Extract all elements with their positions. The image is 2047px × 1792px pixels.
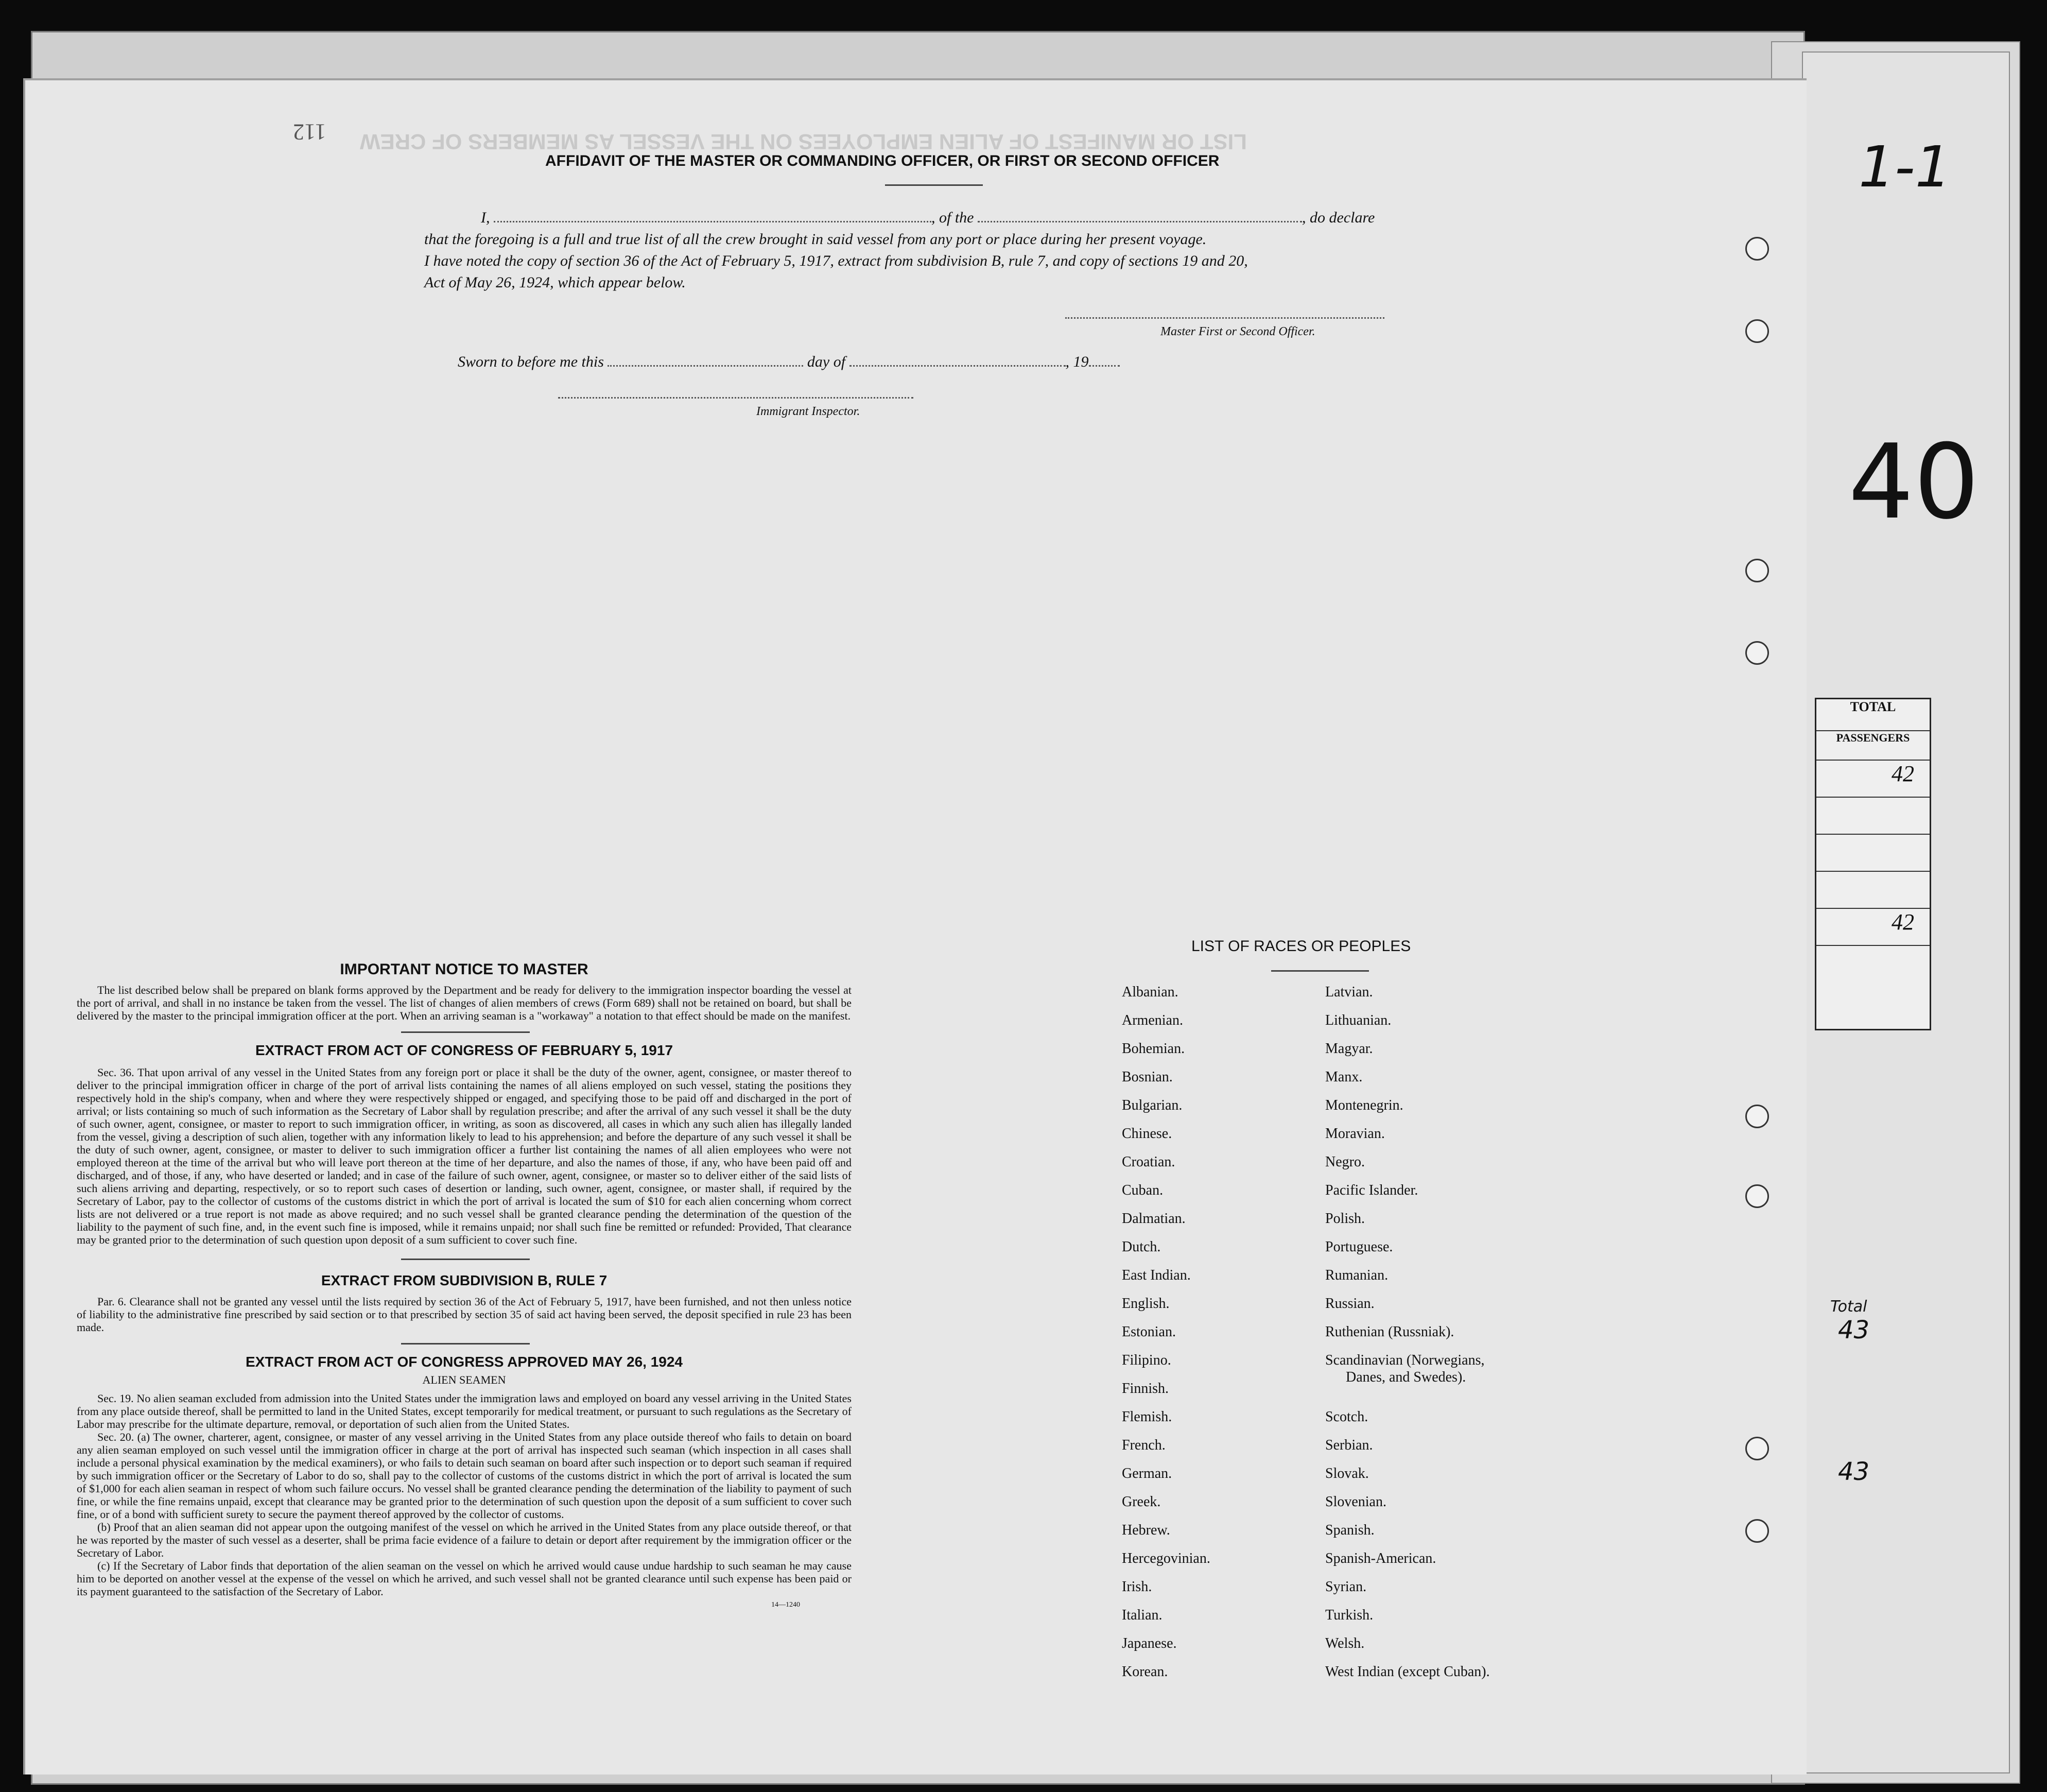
race-item: Filipino. (1122, 1352, 1171, 1368)
extract2-title: EXTRACT FROM SUBDIVISION B, RULE 7 (321, 1272, 608, 1288)
total-passengers-tab (1815, 698, 1931, 1030)
race-item: Moravian. (1325, 1126, 1385, 1142)
race-item: Armenian. (1122, 1012, 1183, 1028)
race-item: Japanese. (1122, 1635, 1177, 1651)
race-item: Rumanian. (1325, 1267, 1389, 1283)
race-item: Portuguese. (1325, 1239, 1393, 1255)
tab-row (1816, 872, 1930, 909)
race-item: Cuban. (1122, 1182, 1164, 1198)
race-item: Albanian. (1122, 984, 1178, 1000)
race-item: Irish. (1122, 1579, 1152, 1595)
sec20c-text: (c) If the Secretary of Labor finds that deportation of the alien seaman on the vessel on which he arrived would cause undue hardship to such seaman he may cause him to be deported on another vessel at the expense of the vessel on which he arrived, and such vessel shall not be granted clearance until such expense has been paid or its payment guaranteed to the satisfaction of the Secretary of Labor. (77, 1559, 852, 1598)
race-item: Ruthenian (Russniak). (1325, 1324, 1454, 1340)
sworn-day-field[interactable] (608, 365, 803, 367)
tab-value-2: 42 (1816, 909, 1930, 946)
race-item: Dalmatian. (1122, 1211, 1186, 1227)
divider (401, 1031, 530, 1033)
stamp-number: 112 (293, 119, 326, 145)
sworn-year-field[interactable] (1089, 365, 1120, 367)
handwritten-page-number: 1-1 (1859, 134, 1951, 200)
divider (885, 184, 983, 186)
tab-title (1816, 699, 1930, 731)
side-total-value-2: 43 (1838, 1457, 1870, 1486)
tab-title-line1: TOTAL (1850, 699, 1896, 714)
manifest-page (23, 78, 1807, 1774)
race-item: Chinese. (1122, 1126, 1172, 1142)
race-item: Russian. (1325, 1296, 1375, 1312)
extract3-title: EXTRACT FROM ACT OF CONGRESS APPROVED MAY 26, 1924 (246, 1354, 683, 1370)
sworn-label: Sworn to before me this (458, 353, 604, 370)
race-item: Serbian. (1325, 1437, 1373, 1453)
race-item: Welsh. (1325, 1635, 1365, 1651)
do-declare-label: , do declare (1302, 209, 1375, 226)
race-item: Slovenian. (1325, 1494, 1386, 1510)
divider (401, 1259, 530, 1260)
binder-hole (1745, 641, 1769, 665)
side-total-value-1: 43 (1838, 1316, 1870, 1345)
race-item: Spanish. (1325, 1522, 1375, 1538)
race-item: Magyar. (1325, 1041, 1373, 1057)
sec19-text: Sec. 19. No alien seaman excluded from admission into the United States under the immigration laws and employed on board any vessel arriving in the United States from any place outside thereof, shall be permitted to land in the United States, except temporarily for medical treatment, or pursuant to such regulations as the Secretary of Labor may prescribe for the ultimate departure, removal, or deportation of such alien from the United States. (77, 1392, 852, 1431)
race-item: Negro. (1325, 1154, 1365, 1170)
inspector-signature-line[interactable] (558, 397, 913, 399)
race-item: Montenegrin. (1325, 1097, 1403, 1113)
master-signature-label: Master First or Second Officer. (1160, 325, 1315, 338)
race-item: French. (1122, 1437, 1166, 1453)
race-item: East Indian. (1122, 1267, 1191, 1283)
notice-text: The list described below shall be prepared on blank forms approved by the Department and be ready for delivery to the immigration inspector boarding the vessel at the port of arrival, and shall in no instance be taken from the vessel. The list of changes of alien members of crews (Form 689) shall not be retained on board, but shall be delivered by the master to the principal immigration officer at the port. When an arriving seaman is a "workaway" a notation to that effect should be made on the manifest. (77, 984, 852, 1022)
race-item: Slovak. (1325, 1466, 1369, 1481)
binder-hole (1745, 1184, 1769, 1208)
day-of-label: day of (807, 353, 846, 370)
year-label: , 19 (1065, 353, 1089, 370)
sec20b-text: (b) Proof that an alien seaman did not appear upon the outgoing manifest of the vessel on which he arrived in the United States from any place outside thereof, or that he was reported by the master of such vessel as a deserter, shall be prima facie evidence of a failure to detain or deport after requirement by the immigration officer or the Secretary of Labor. (77, 1521, 852, 1559)
race-item: Scandinavian (Norwegians, (1325, 1352, 1485, 1368)
inspector-label: Immigrant Inspector. (756, 405, 860, 418)
affidavit-title: AFFIDAVIT OF THE MASTER OR COMMANDING OFFICER, OR FIRST OR SECOND OFFICER (545, 152, 1220, 169)
race-item: Scotch. (1325, 1409, 1368, 1425)
divider (1271, 970, 1369, 972)
tab-subtitle: PASSENGERS (1816, 731, 1930, 761)
race-item: Turkish. (1325, 1607, 1374, 1623)
race-item: Pacific Islander. (1325, 1182, 1418, 1198)
races-title: LIST OF RACES OR PEOPLES (1191, 938, 1411, 955)
race-item: Latvian. (1325, 984, 1373, 1000)
side-total-label: Total (1830, 1298, 1867, 1316)
race-item: Manx. (1325, 1069, 1363, 1085)
extract2-text: Par. 6. Clearance shall not be granted any vessel until the lists required by section 36 of the Act of February 5, 1917, have been furnished, and not then unless notice of liability to the administrative fine prescribed by said section or to that prescribed by section 35 of said act having been served, the deposit specified in rule 23 has been made. (77, 1295, 852, 1334)
races-left-column (1122, 984, 1317, 1692)
notice-title: IMPORTANT NOTICE TO MASTER (340, 961, 588, 978)
race-item: English. (1122, 1296, 1170, 1312)
binder-hole (1745, 237, 1769, 261)
race-item: Finnish. (1122, 1381, 1169, 1397)
binder-hole (1745, 1519, 1769, 1543)
extract1-text: Sec. 36. That upon arrival of any vessel in the United States from any foreign port or place it shall be the duty of the owner, agent, consignee, or master thereof to deliver to the principal immigration officer in charge of the port of arrival lists containing the names of all aliens employed on such vessel, stating the positions they respectively hold in the ship's company, when and where they were respectively shipped or engaged, and specifying those to be paid off and discharged in the port of arrival; or lists containing so much of such information as the Secretary of Labor shall by regulation prescribe; and after the arrival of any such vessel it shall be the duty of such owner, agent, consignee, or master to report to such immigration officer, in writing, as soon as discovered, all cases in which any such alien has illegally landed from the vessel, giving a description of such alien, together with any information likely to lead to his apprehension; and before the departure of any such vessel it shall be the duty of such owner, agent, consignee, or master to deliver to such immigration officer a further list containing the names of all alien employees who were not employed thereon at the time of the arrival but who will leave port thereon at the time of her departure, and also the names of those, if any, who have been paid off and discharged, and of those, if any, who have deserted or landed; and in case of the failure of such owner, agent, consignee, or master so to deliver either of the said lists of such aliens arriving and departing, respectively, or so to report such cases of desertion or landing, such owner, agent, consignee, or master shall, if required by the Secretary of Labor, pay to the collector of customs of the customs district in which the port of arrival is located the sum of $10 for each alien concerning whom correct lists are not delivered or a true report is not made as above required; and no such vessel shall be granted clearance pending the determination of the question of the liability to the payment of such fine, and, in the event such fine is imposed, while it remains unpaid; nor shall such fine be remitted or refunded: Provided, That clearance may be granted prior to the determination of such question upon deposit of a sum sufficient to cover such fine. (77, 1066, 852, 1246)
race-item: Lithuanian. (1325, 1012, 1392, 1028)
race-item: Korean. (1122, 1664, 1168, 1680)
extract3-subtitle: ALIEN SEAMEN (422, 1373, 506, 1386)
binder-hole (1745, 1105, 1769, 1128)
master-signature-line[interactable] (1065, 317, 1384, 319)
affidavit-line-2: I have noted the copy of section 36 of the Act of February 5, 1917, extract from subdivision B, rule 7, and copy of sections 19 and 20, (424, 252, 1248, 269)
tab-row (1816, 835, 1930, 872)
binder-hole (1745, 319, 1769, 343)
race-item: Croatian. (1122, 1154, 1175, 1170)
affidavit-declaration (424, 209, 1454, 291)
handwritten-big-number: 40 (1848, 422, 1980, 542)
divider (401, 1343, 530, 1345)
notice-section (77, 961, 852, 1609)
race-item: Italian. (1122, 1607, 1163, 1623)
race-item: Bosnian. (1122, 1069, 1173, 1085)
i-label: I, (481, 209, 490, 226)
race-item: Dutch. (1122, 1239, 1161, 1255)
affidavit-line-3: Act of May 26, 1924, which appear below. (424, 274, 686, 291)
sworn-month-field[interactable] (849, 365, 1066, 367)
race-item: Flemish. (1122, 1409, 1172, 1425)
race-item: Hebrew. (1122, 1522, 1170, 1538)
extract1-title: EXTRACT FROM ACT OF CONGRESS OF FEBRUARY 5, 1917 (255, 1042, 673, 1058)
affidavit-line-1: that the foregoing is a full and true list of all the crew brought in said vessel from any port or place during her present voyage. (424, 231, 1207, 248)
binder-hole (1745, 559, 1769, 582)
form-number: 14—1240 (771, 1601, 800, 1609)
race-item: Danes, and Swedes). (1346, 1369, 1466, 1385)
race-item: Spanish-American. (1325, 1550, 1436, 1566)
race-item: Hercegovinian. (1122, 1550, 1210, 1566)
of-the-label: , of the (931, 209, 974, 226)
race-item: Bohemian. (1122, 1041, 1185, 1057)
race-item: West Indian (except Cuban). (1325, 1664, 1490, 1680)
tab-value-1: 42 (1816, 761, 1930, 798)
faded-header: LIST OR MANIFEST OF ALIEN EMPLOYEES ON THE VESSEL AS MEMBERS OF CREW (360, 130, 1247, 154)
race-item: Bulgarian. (1122, 1097, 1183, 1113)
race-item: Estonian. (1122, 1324, 1176, 1340)
name-field[interactable] (494, 221, 931, 222)
vessel-field[interactable] (978, 221, 1302, 222)
race-item: Greek. (1122, 1494, 1161, 1510)
race-item: Polish. (1325, 1211, 1365, 1227)
tab-row (1816, 798, 1930, 835)
binder-hole (1745, 1437, 1769, 1460)
races-right-column (1325, 984, 1583, 1692)
race-item: Syrian. (1325, 1579, 1367, 1595)
sworn-line (458, 353, 1120, 371)
sec20a-text: Sec. 20. (a) The owner, charterer, agent, consignee, or master of any vessel arriving in the United States from any place outside thereof who fails to detain on board any alien seaman employed on such vessel until the immigration officer in charge at the port of arrival has inspected such seaman (which inspection in all cases shall include a personal physical examination by the medical examiners), or who fails to detain such seaman on board after such inspection or to deport such seaman if required by such immigration officer or the Secretary of Labor to do so, shall pay to the collector of customs of the customs district in which the port of arrival is located the sum of $1,000 for each alien seaman in respect of whom such failure occurs. No vessel shall be granted clearance pending the determination of the liability to payment of such fine, or while the fine remains unpaid, except that clearance may be granted prior to the determination of such question upon the deposit of a sum sufficient to cover such fine, or of a bond with sufficient surety to secure the payment thereof approved by the collector of customs. (77, 1431, 852, 1521)
race-item: German. (1122, 1466, 1172, 1481)
